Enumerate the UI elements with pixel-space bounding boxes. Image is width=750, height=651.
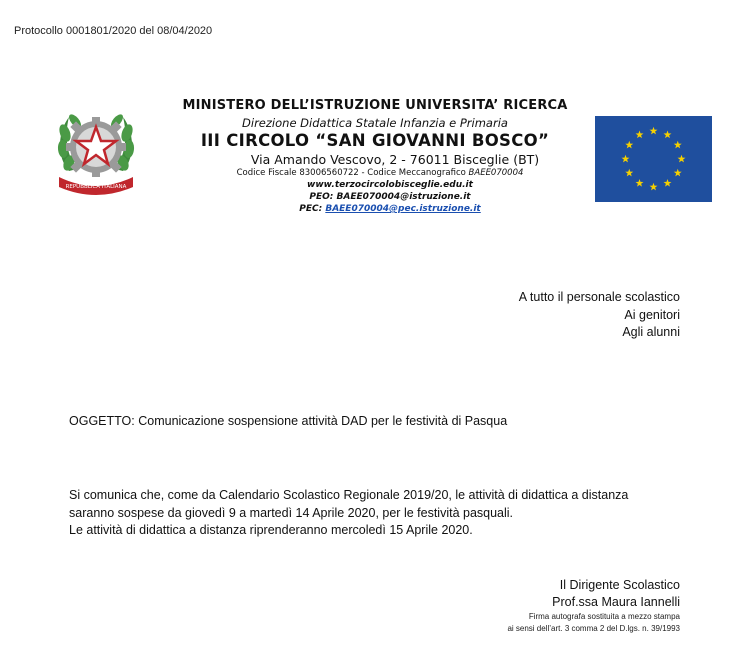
body-line: saranno sospese da giovedì 9 a martedì 14 Aprile 2020, per le festività pasquali. bbox=[69, 505, 514, 520]
school-direction: Direzione Didattica Statale Infanzia e Primaria bbox=[242, 116, 508, 130]
eu-flag bbox=[595, 116, 712, 202]
communication-body bbox=[69, 487, 628, 540]
school-name: III CIRCOLO “SAN GIOVANNI BOSCO” bbox=[200, 131, 550, 150]
emblem-ribbon-text: REPUBBLICA ITALIANA bbox=[65, 184, 127, 190]
recipient-students: Agli alunni bbox=[622, 325, 680, 339]
recipient-parents: Ai genitori bbox=[624, 307, 680, 322]
italian-republic-emblem bbox=[55, 103, 137, 195]
signature-title: Il Dirigente Scolastico bbox=[559, 578, 680, 592]
body-line: Le attività di didattica a distanza riprenderanno mercoledì 15 Aprile 2020. bbox=[69, 523, 473, 537]
protocol-number: Protocollo 0001801/2020 del 08/04/2020 bbox=[14, 25, 213, 37]
ministry-heading: MINISTERO DELL’ISTRUZIONE UNIVERSITA’ RICERCA bbox=[182, 98, 568, 113]
subject-line: OGGETTO: Comunicazione sospensione attività DAD per le festività di Pasqua bbox=[69, 414, 508, 428]
signature-legal-reference: ai sensi dell’art. 3 comma 2 del D.lgs. n. 39/1993 bbox=[507, 624, 680, 633]
signature-block bbox=[507, 577, 680, 635]
body-line: Si comunica che, come da Calendario Scolastico Regionale 2019/20, le attività di didattica a distanza bbox=[69, 488, 629, 502]
codes-prefix: Codice Fiscale 83006560722 - Codice Meccanografico bbox=[236, 168, 469, 178]
pec-label: PEC: bbox=[299, 204, 326, 214]
recipient-staff: A tutto il personale scolastico bbox=[518, 290, 680, 304]
signature-name: Prof.ssa Maura Iannelli bbox=[552, 595, 680, 609]
school-pec bbox=[240, 204, 540, 214]
recipients-block bbox=[519, 289, 680, 342]
pec-email-link[interactable]: BAEE070004@pec.istruzione.it bbox=[325, 204, 481, 214]
school-codes bbox=[180, 168, 580, 178]
codes-meccanografico: BAEE070004 bbox=[468, 168, 524, 178]
school-peo: PEO: BAEE070004@istruzione.it bbox=[309, 192, 471, 202]
school-address: Via Amando Vescovo, 2 - 76011 Bisceglie (BT) bbox=[250, 152, 540, 167]
school-website: www.terzocircolobisceglie.edu.it bbox=[307, 180, 473, 190]
signature-note: Firma autografa sostituita a mezzo stampa bbox=[528, 612, 680, 621]
